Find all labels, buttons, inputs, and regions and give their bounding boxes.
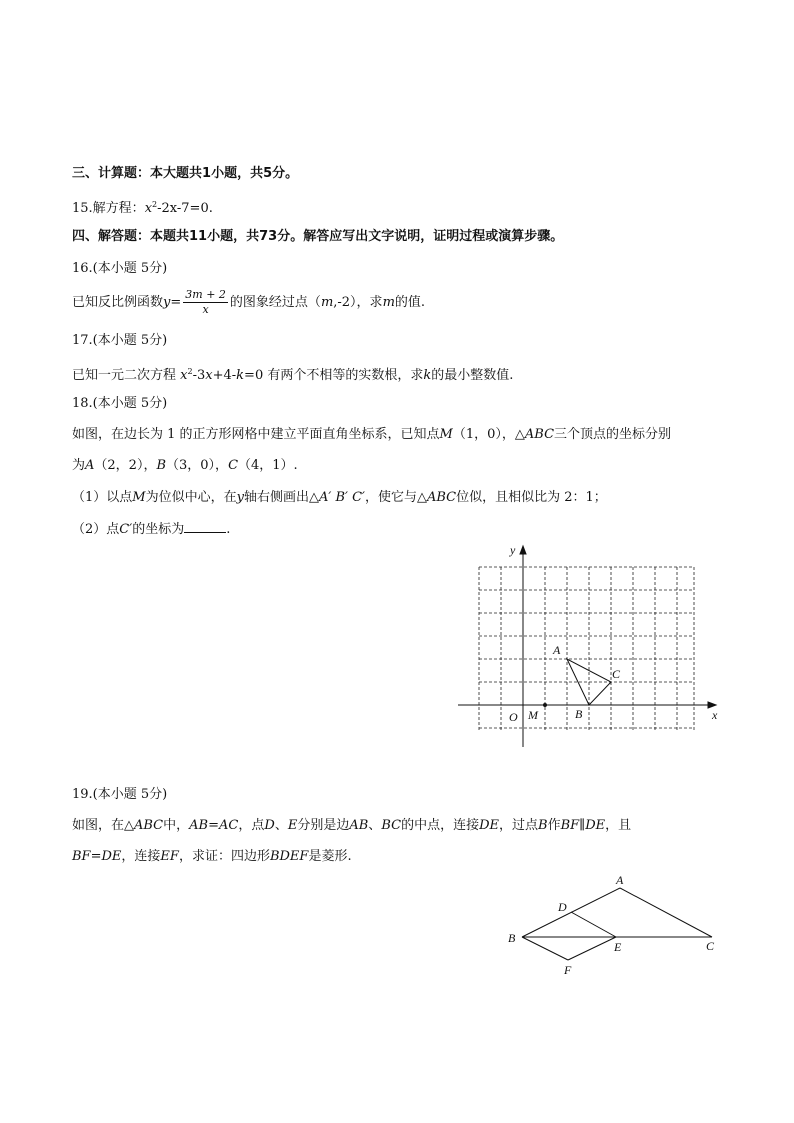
q15-x: x <box>144 201 153 216</box>
q19-l1-BC: BC <box>381 818 402 833</box>
q19-l1-b: 中， <box>163 818 190 833</box>
label-A: A <box>616 873 624 887</box>
section-4-heading <box>72 228 563 246</box>
q19-l2-a: = <box>90 849 102 864</box>
q18-l2-c: （3，0）， <box>166 458 229 473</box>
q18-line-4 <box>72 520 230 539</box>
q19-l2-b: ，连接 <box>121 849 161 864</box>
q18-l2-C: C <box>228 458 239 473</box>
q16-header: 16.(本小题 5分) <box>72 261 168 276</box>
q17-text-1: 已知一元二次方程 <box>72 368 181 383</box>
q19-l2-d: 是菱形. <box>308 849 352 864</box>
label-E: E <box>614 940 622 954</box>
section-3-end: 分。 <box>272 166 299 181</box>
rhombus-figure <box>500 868 730 978</box>
q17-text-5: 的最小整数值. <box>431 368 514 383</box>
q19-l1-DE: DE <box>479 818 499 833</box>
q18-l4-b: 的坐标为 <box>132 522 185 537</box>
q17-x: x <box>180 368 188 383</box>
q15-label: 15.解方程： <box>72 201 145 216</box>
q18-l3-a: （1）以点 <box>72 490 133 505</box>
q19-l1-B: B <box>538 818 548 833</box>
axes <box>458 546 716 747</box>
q18-l3-c: 轴右侧画出△ <box>243 490 319 505</box>
section-3-count: 1 <box>202 166 212 181</box>
point-B-label: B <box>575 707 583 721</box>
q19-line-1 <box>72 817 631 835</box>
q19-l1-l: ，且 <box>605 818 632 833</box>
y-axis-label: y <box>510 543 516 557</box>
q19-l2-c: ，求证：四边形 <box>178 849 270 864</box>
section-4-count: 11 <box>189 229 208 244</box>
q18-l4-c: . <box>226 522 231 537</box>
q19-l1-h: 的中点，连接 <box>401 818 480 833</box>
q19-l1-ABC: ABC <box>134 818 164 833</box>
section-4-title: 四、解答题：本题共 <box>72 229 190 244</box>
q19-l1-g: 、 <box>368 818 382 833</box>
section-4-score: 73 <box>259 229 278 244</box>
question-15 <box>72 196 213 218</box>
q16-denominator: x <box>202 303 209 316</box>
q19-l2-BF: BF <box>72 849 91 864</box>
section-4-end: 分。解答应写出文字说明，证明过程或演算步骤。 <box>277 229 564 244</box>
q18-l1-M: M <box>439 427 453 442</box>
grid-lines <box>479 567 694 730</box>
q15-eq: -2x-7=0 <box>157 201 209 216</box>
q17-k2: k <box>423 368 432 383</box>
q18-l4-C: C′ <box>119 522 133 537</box>
q17-x2: x <box>205 368 213 383</box>
q18-line-3 <box>72 489 607 507</box>
q17-text-4: =0 有两个不相等的实数根，求 <box>244 368 424 383</box>
q19-header: 19.(本小题 5分) <box>72 787 168 802</box>
q18-l2-d: （4，1）. <box>238 458 298 473</box>
point-C-label: C <box>612 667 621 681</box>
q19-l1-AB2: AB <box>349 818 369 833</box>
q18-l1-ABC: ABC <box>524 427 555 442</box>
origin-label: O <box>509 710 518 724</box>
x-axis-label: x <box>712 708 718 722</box>
q19-l1-f: 分别是边 <box>297 818 350 833</box>
q18-header: 18.(本小题 5分) <box>72 396 168 411</box>
label-B: B <box>508 931 516 945</box>
q16-m2: m <box>382 295 395 310</box>
q19-l1-k: ∥ <box>579 818 586 833</box>
q19-l1-i: ，过点 <box>499 818 539 833</box>
q18-l3-M: M <box>132 490 146 505</box>
q16-fraction <box>183 288 228 317</box>
point-M <box>543 703 547 707</box>
q15-exp: 2 <box>152 200 158 209</box>
q18-l3-y: y <box>236 490 244 505</box>
q18-l1-b: （1，0），△ <box>452 427 525 442</box>
q19-l2-DE: DE <box>101 849 122 864</box>
q18-l2-A: A <box>85 458 95 473</box>
q19-l1-d: ，点 <box>238 818 265 833</box>
section-3-heading <box>72 165 298 183</box>
q19-l2-EF: EF <box>160 849 179 864</box>
q19-l1-DE2: DE <box>585 818 606 833</box>
section-4-mid: 小题，共 <box>207 229 260 244</box>
q19-line-2 <box>72 848 352 866</box>
q18-line-1 <box>72 426 671 444</box>
q18-line-2 <box>72 457 298 475</box>
q16-numerator: 3m + 2 <box>185 288 226 301</box>
section-3-mid: 小题，共 <box>211 166 264 181</box>
q19-l1-e: 、 <box>274 818 288 833</box>
q19-l1-AC: AC <box>219 818 239 833</box>
label-F: F <box>564 963 572 977</box>
q18-l1-a: 如图，在边长为 1 的正方形网格中建立平面直角坐标系，已知点 <box>72 427 440 442</box>
section-3-title: 三、计算题：本大题共 <box>72 166 203 181</box>
q16-eq: = <box>170 295 182 310</box>
q16-text-2: 的图象经过点（ <box>229 295 321 310</box>
q15-end: . <box>208 201 213 216</box>
question-17 <box>72 363 513 385</box>
q18-l3-ABC: ABC <box>426 490 457 505</box>
q19-l1-E: E <box>287 818 298 833</box>
q17-exp: 2 <box>187 367 193 376</box>
label-C: C <box>706 939 715 953</box>
q18-l3-d: ，使它与△ <box>364 490 427 505</box>
q18-l3-e: 位似，且相似比为 2：1； <box>456 490 607 505</box>
q18-l3-A: A′ B′ C′ <box>318 490 365 505</box>
q19-l1-D: D <box>264 818 275 833</box>
q19-l2-BDEF: BDEF <box>269 849 309 864</box>
q16-text-1: 已知反比例函数 <box>72 295 164 310</box>
q18-l2-b: （2，2）， <box>94 458 157 473</box>
q19-l1-j: 作 <box>547 818 561 833</box>
q17-text-3: +4- <box>212 368 237 383</box>
q17-header: 17.(本小题 5分) <box>72 333 168 348</box>
q17-text-2: -3 <box>192 368 206 383</box>
q16-y: y <box>163 295 171 310</box>
coordinate-grid-figure <box>450 540 730 755</box>
q19-l1-AB: AB <box>189 818 209 833</box>
point-M-label: M <box>528 708 538 722</box>
q19-l1-BF: BF <box>560 818 580 833</box>
section-3-score: 5 <box>263 166 273 181</box>
point-A-label: A <box>553 643 561 657</box>
q16-text-4: 的值. <box>394 295 426 310</box>
question-16 <box>72 288 425 318</box>
q18-l3-b: 为位似中心，在 <box>145 490 237 505</box>
q18-l4-a: （2）点 <box>72 522 120 537</box>
q16-text-3: ,-2），求 <box>333 295 383 310</box>
q16-m: m <box>320 295 334 310</box>
q19-l1-a: 如图，在△ <box>72 818 134 833</box>
q17-k: k <box>236 368 245 383</box>
answer-blank <box>184 520 226 533</box>
label-D: D <box>558 900 567 914</box>
q18-l1-c: 三个顶点的坐标分别 <box>554 427 672 442</box>
q18-l2-a: 为 <box>72 458 86 473</box>
q18-l2-B: B <box>156 458 167 473</box>
q19-l1-c: = <box>208 818 220 833</box>
